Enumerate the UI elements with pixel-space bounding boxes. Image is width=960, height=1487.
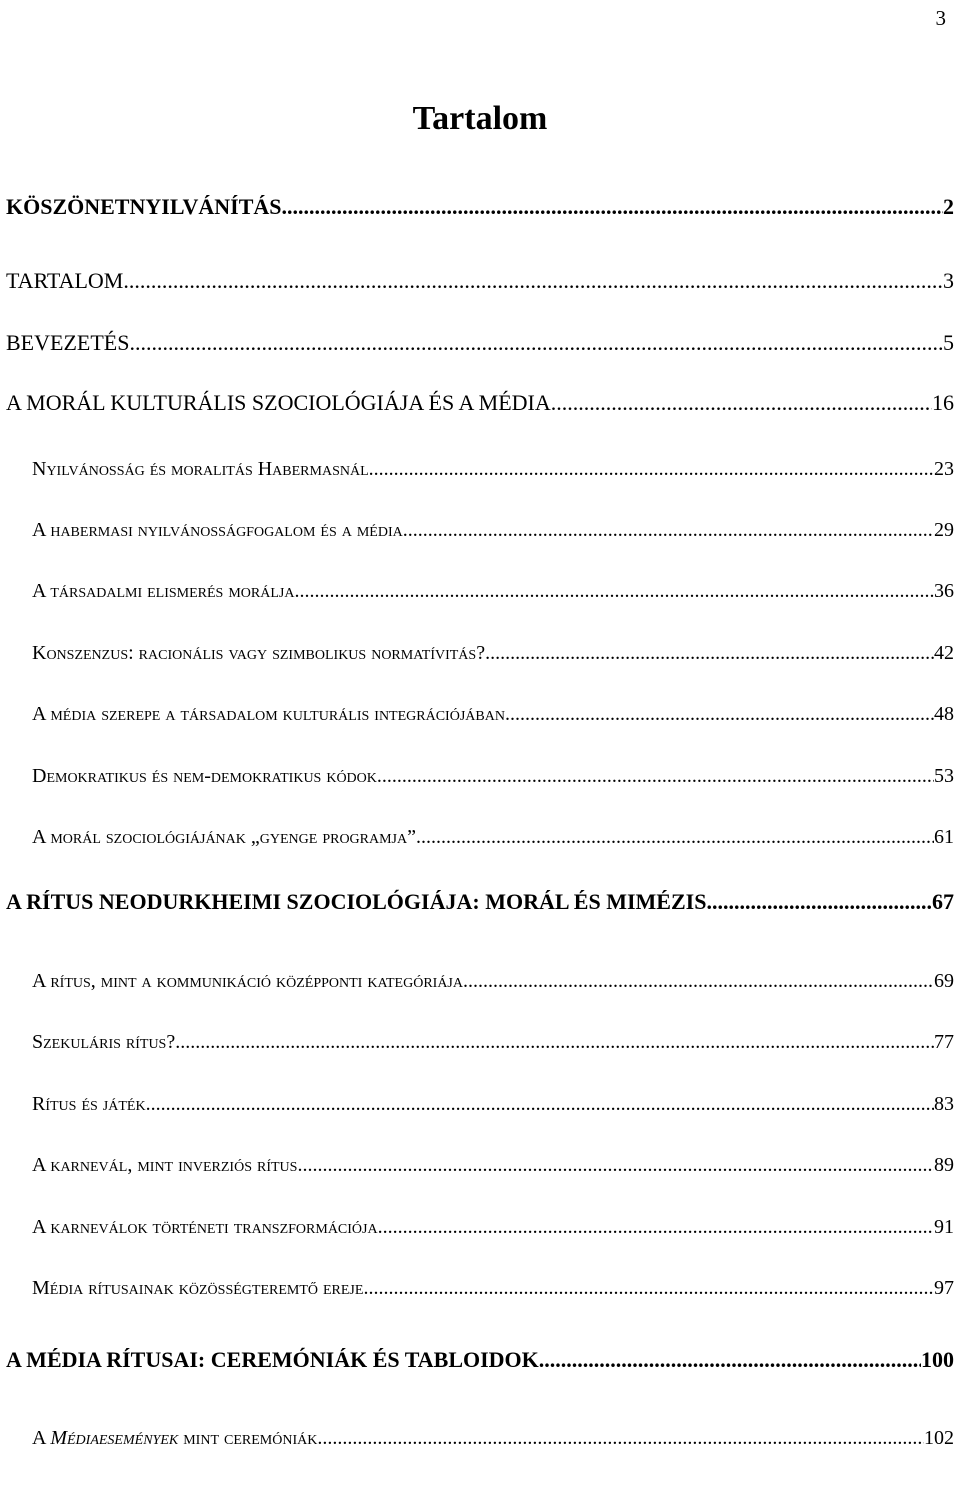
- toc-entry-page: 69: [934, 970, 954, 992]
- toc-entry[interactable]: [0, 1349, 960, 1379]
- toc-entry[interactable]: [0, 1030, 960, 1060]
- toc-entry-title: A habermasi nyilvánosságfogalom és a média: [32, 519, 403, 541]
- toc-entry-page: 16: [932, 390, 954, 415]
- toc-entry-page: 2: [943, 194, 954, 219]
- dot-leader: [297, 1154, 934, 1177]
- dot-leader: [317, 1427, 924, 1450]
- toc-entry-page: 61: [934, 826, 954, 848]
- toc-entry-page: 77: [934, 1031, 954, 1053]
- dot-leader: [123, 268, 943, 294]
- toc-entry-page: 48: [934, 703, 954, 725]
- toc-entry[interactable]: [0, 518, 960, 548]
- toc-entry-title: A média szerepe a társadalom kulturális integrációjában: [32, 703, 505, 725]
- toc-entry-page: 83: [934, 1093, 954, 1115]
- toc-entry[interactable]: [0, 825, 960, 855]
- dot-leader: [369, 458, 934, 481]
- dot-leader: [282, 194, 944, 220]
- dot-leader: [146, 1093, 934, 1116]
- dot-leader: [129, 330, 943, 356]
- toc-entry[interactable]: [0, 1276, 960, 1306]
- dot-leader: [294, 580, 934, 603]
- toc-entry-title: [32, 1427, 317, 1450]
- toc-entry-title: A MORÁL KULTURÁLIS SZOCIOLÓGIÁJA ÉS A MÉDIA: [6, 390, 551, 415]
- toc-entry-page: 23: [934, 458, 954, 480]
- toc-entry-page: 29: [934, 519, 954, 541]
- toc-entry-title: A karneválok történeti transzformációja: [32, 1216, 378, 1238]
- toc-entry[interactable]: [0, 641, 960, 671]
- toc-entry[interactable]: [0, 196, 960, 226]
- toc-entry-title-italic: Médiaesemények: [50, 1427, 179, 1449]
- toc-entry-page: 97: [934, 1277, 954, 1299]
- dot-leader: [551, 390, 932, 416]
- dot-leader: [378, 1216, 934, 1239]
- toc-entry-title: A karnevál, mint inverziós rítus: [32, 1154, 298, 1176]
- toc-entry-title: A morál szociológiájának „gyenge programja”: [32, 826, 416, 848]
- toc-entry[interactable]: [0, 332, 960, 362]
- toc-entry[interactable]: [0, 1426, 960, 1456]
- toc-entry-page: 67: [932, 889, 954, 914]
- toc-entry-page: 102: [924, 1427, 954, 1449]
- toc-entry[interactable]: [0, 764, 960, 794]
- toc-entry-title: A rítus, mint a kommunikáció középponti kategóriája: [32, 970, 463, 992]
- toc-entry-title: KÖSZÖNETNYILVÁNÍTÁS: [6, 194, 282, 219]
- dot-leader: [363, 1277, 934, 1300]
- dot-leader: [485, 642, 934, 665]
- toc-entry-page: 91: [934, 1216, 954, 1238]
- toc-entry-title: Nyilvánosság és moralitás Habermasnál: [32, 458, 369, 480]
- dot-leader: [416, 826, 934, 849]
- dot-leader: [539, 1347, 921, 1373]
- toc-entry[interactable]: [0, 579, 960, 609]
- toc-entry[interactable]: [0, 270, 960, 300]
- toc-entry-title: A MÉDIA RÍTUSAI: CEREMÓNIÁK ÉS TABLOIDOK: [6, 1347, 539, 1372]
- toc-entry-title: Demokratikus és nem-demokratikus kódok: [32, 765, 377, 787]
- toc-entry-title: Rítus és játék: [32, 1093, 146, 1115]
- toc-entry[interactable]: [0, 457, 960, 487]
- toc-entry-page: 53: [934, 765, 954, 787]
- toc-entry-page: 5: [943, 330, 954, 355]
- dot-leader: [175, 1031, 934, 1054]
- toc-entry-title-part: A: [32, 1427, 51, 1449]
- toc-entry-title: TARTALOM: [6, 268, 124, 293]
- dot-leader: [706, 889, 932, 915]
- toc-entry-title: A RÍTUS NEODURKHEIMI SZOCIOLÓGIÁJA: MORÁL ÉS MIMÉZIS: [6, 889, 707, 914]
- dot-leader: [505, 703, 934, 726]
- toc-entry-page: 36: [934, 580, 954, 602]
- page-title: Tartalom: [412, 100, 548, 137]
- toc-entry[interactable]: [0, 969, 960, 999]
- toc-entry-page: 3: [943, 268, 954, 293]
- page-number: 3: [935, 6, 946, 30]
- toc-entry[interactable]: [0, 392, 960, 422]
- toc-entry[interactable]: [0, 891, 960, 921]
- toc-entry-title: Konszenzus: racionális vagy szimbolikus normatívitás?: [32, 642, 486, 664]
- toc-entry[interactable]: [0, 1215, 960, 1245]
- dot-leader: [403, 519, 934, 542]
- toc-entry[interactable]: [0, 1153, 960, 1183]
- toc-entry-page: 89: [934, 1154, 954, 1176]
- dot-leader: [463, 970, 934, 993]
- toc-entry-title: Média rítusainak közösségteremtő ereje: [32, 1277, 364, 1299]
- toc-entry-title: A társadalmi elismerés morálja: [32, 580, 295, 602]
- toc-entry-page: 42: [934, 642, 954, 664]
- toc-entry-title-part: mint ceremóniák: [178, 1427, 318, 1449]
- toc-entry-title: BEVEZETÉS: [6, 330, 130, 355]
- dot-leader: [377, 765, 934, 788]
- toc-entry[interactable]: [0, 702, 960, 732]
- toc-entry-page: 100: [921, 1347, 954, 1372]
- toc-entry[interactable]: [0, 1092, 960, 1122]
- toc-entry-title: Szekuláris rítus?: [32, 1031, 176, 1053]
